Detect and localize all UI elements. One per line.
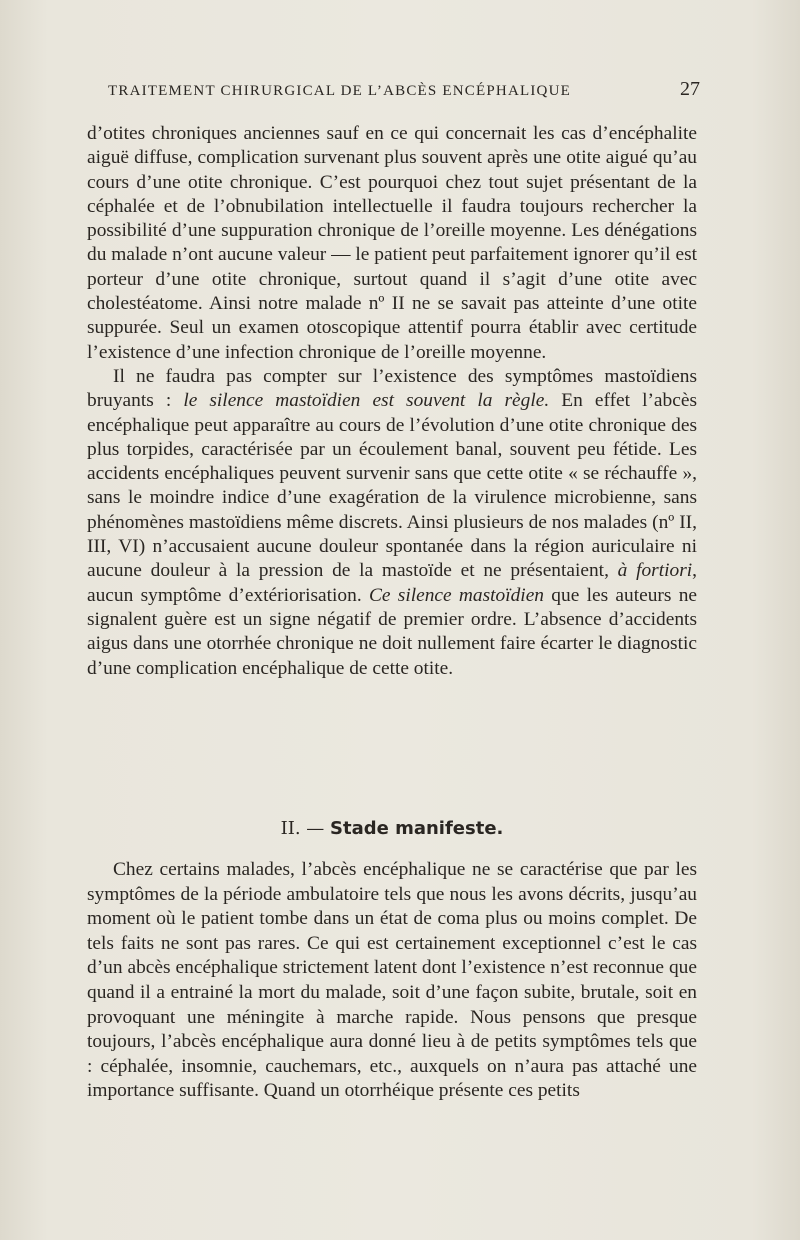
section-title: Stade manifeste. <box>330 818 504 839</box>
italic-run: Ce silence mastoïdien <box>368 584 545 606</box>
italic-run: à fortiori <box>617 560 693 582</box>
text-run: , aucun symptôme d’extériorisation. <box>87 560 697 606</box>
body-text-top <box>87 122 697 681</box>
running-title: TRAITEMENT CHIRURGICAL DE L’ABCÈS ENCÉPHALIQUE <box>108 83 571 99</box>
section-heading <box>87 818 697 839</box>
running-head <box>108 78 700 101</box>
text-run: d’otites chroniques anciennes sauf en ce qui concernait les cas d’encéphalite aiguë diffuse, complication survenant plus souvent après une otite aigué qu’au cours d’une otite chronique. C’est pourquoi chez tout sujet présentant de la céphalée et de l’obnubilation intellectuelle il faudra toujours rechercher la possibilité d’une suppuration chronique de l’oreille moyenne. Les dénégations du malade n’ont aucune valeur — le patient peut parfaitement ignorer qu’il est porteur d’une otite chronique, surtout quand il s’agit d’une otite avec cholestéatome. Ainsi notre malade nº II ne se savait pas atteinte d’une otite suppurée. Seul un examen otoscopique attentif pourra établir avec certitude l’existence d’une infection chronique de l’oreille moyenne. <box>87 123 697 363</box>
paragraph-3 <box>87 858 697 1104</box>
page-number: 27 <box>680 78 700 100</box>
body-text-bottom <box>87 858 697 1104</box>
text-run: que les auteurs ne signalent guère est un signe négatif de premier ordre. L’absence d’accidents aigus dans une otorrhée chronique ne doit nullement faire écarter le diagnostic d’une complication encéphalique de cette otite. <box>87 584 697 679</box>
text-run: Il ne faudra pas compter sur l’existence des symptômes mastoïdiens bruyants : <box>87 365 697 412</box>
text-run: Chez certains malades, l’abcès encéphalique ne se caractérise que par les symptômes de la période ambulatoire tels que nous les avons décrits, jusqu’au moment où le patient tombe dans un état de coma plus ou moins complet. De tels faits ne sont pas rares. Ce qui est certainement exceptionnel c’est le cas d’un abcès encéphalique strictement latent dont l’existence n’est reconnue que quand il a entrainé la mort du malade, soit d’une façon subite, brutale, soit en provoquant une méningite à marche rapide. Nous pensons que presque toujours, l’abcès encéphalique aura donné lieu à de petits symptômes tels que : céphalée, insomnie, cauchemars, etc., auxquels on n’aura pas attaché une importance suffisante. Quand un otorrhéique présente ces petits <box>87 859 697 1102</box>
text-run: En effet l’abcès encéphalique peut apparaître au cours de l’évolution d’une otite chronique des plus torpides, caractérisée par un écoulement banal, souvent peu fétide. Les accidents encéphaliques peuvent survenir sans que cette otite « se réchauffe », sans le moindre indice d’une exagération de la virulence microbienne, sans phénomènes mastoïdiens même discrets. Ainsi plusieurs de nos malades (nº II, III, VI) n’accusaient aucune douleur spontanée dans la région auriculaire ni aucune douleur à la pression de la mastoïde et ne présentaient, <box>87 390 697 582</box>
section-number: II. — <box>280 818 325 839</box>
italic-run: le silence mastoïdien est souvent la règle. <box>183 390 550 412</box>
paragraph-2 <box>87 365 697 681</box>
paragraph-1 <box>87 122 697 365</box>
